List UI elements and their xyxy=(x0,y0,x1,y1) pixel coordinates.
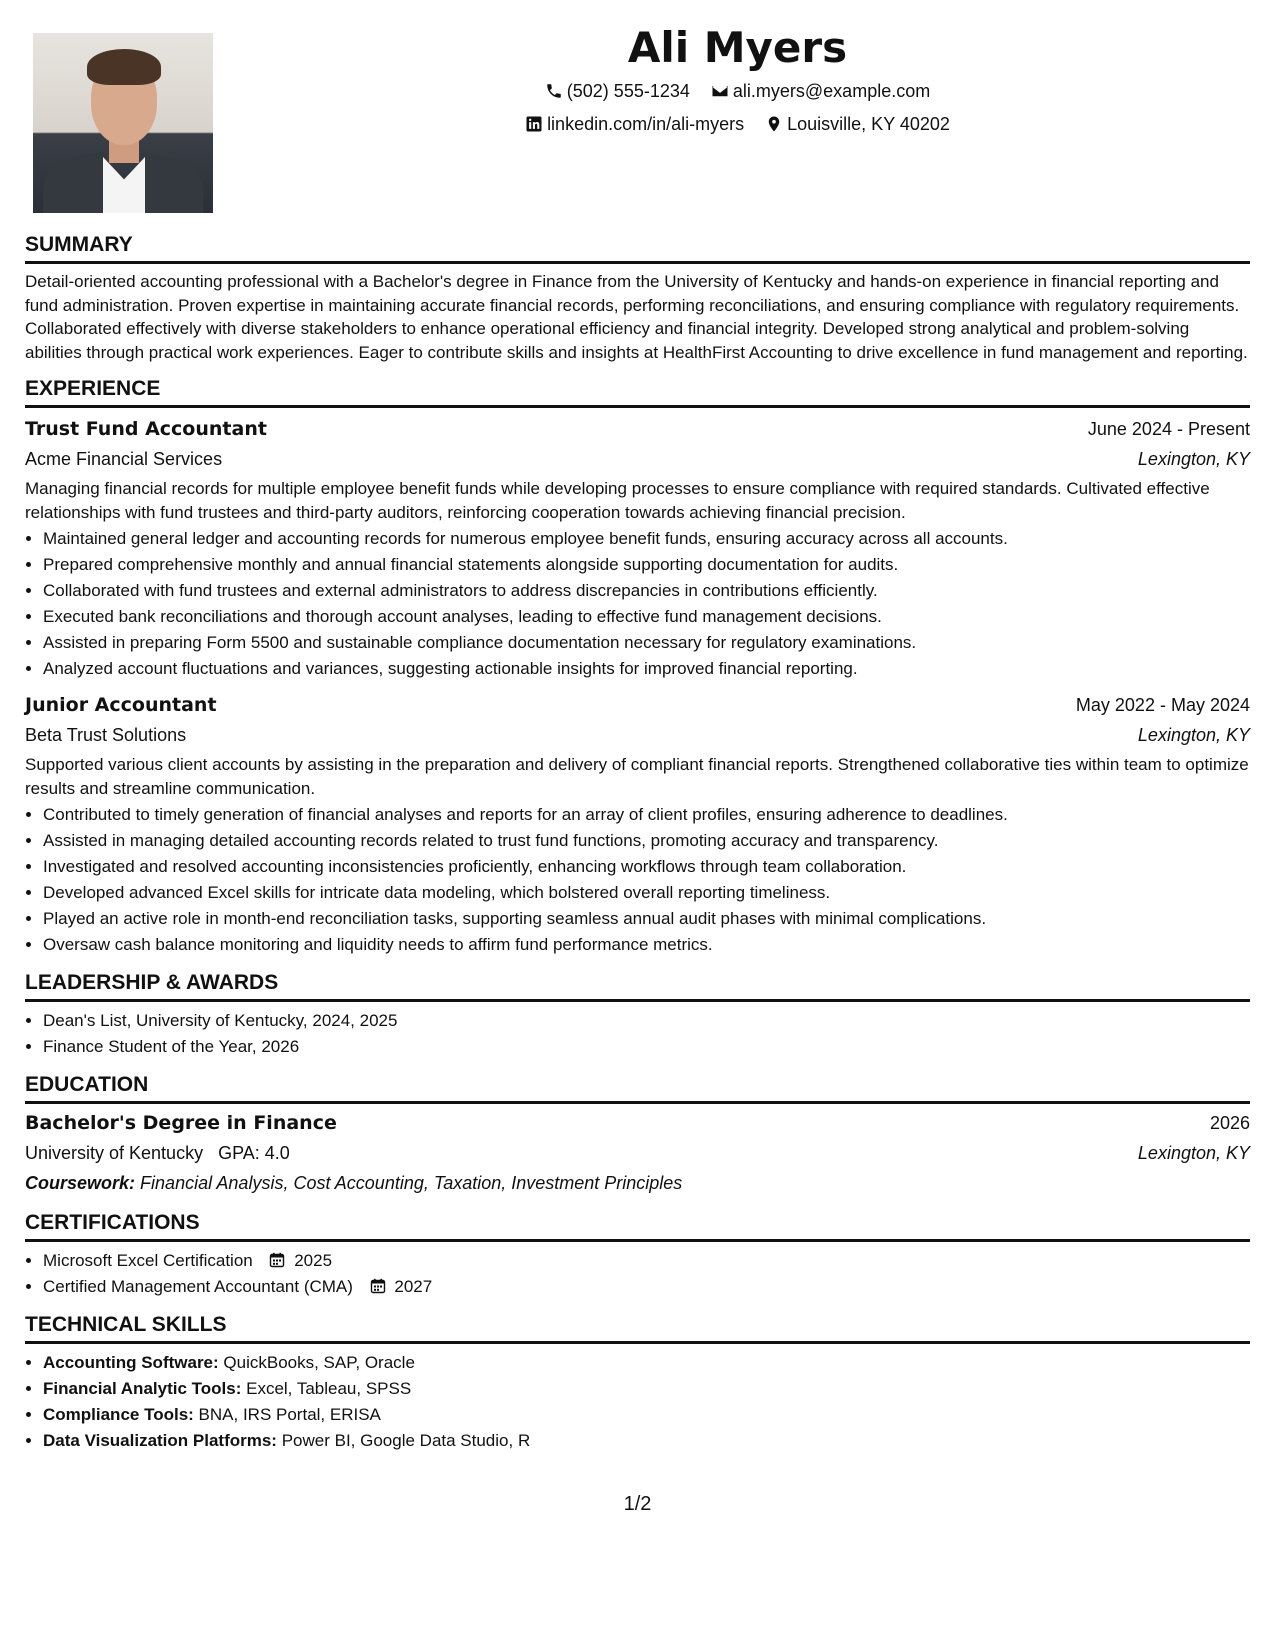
bullet-item: • Prepared comprehensive monthly and annual financial statements alongside supporting documentation for audits. xyxy=(43,552,1250,578)
certification-name: Microsoft Excel Certification xyxy=(43,1251,253,1270)
candidate-name: Ali Myers xyxy=(627,23,848,72)
education-title: EDUCATION xyxy=(25,1072,1250,1104)
page-number: 1/2 xyxy=(623,1493,652,1515)
bullet-item: • Maintained general ledger and accounting records for numerous employee benefit funds, ensuring accuracy across all accounts. xyxy=(43,526,1250,552)
skill-label: Data Visualization Platforms: xyxy=(43,1431,277,1450)
certifications-list xyxy=(25,1248,1250,1300)
education-section xyxy=(25,1072,1250,1198)
contact-line-1 xyxy=(230,76,1245,109)
bullet-item: • Contributed to timely generation of financial analyses and reports for an array of client profiles, ensuring adherence to deadlines. xyxy=(43,802,1250,828)
job-description: Supported various client accounts by assisting in the preparation and delivery of compliant financial reports. Strengthened collaborative ties within team to optimize results and streamline communication. xyxy=(25,755,1249,798)
certifications-title: CERTIFICATIONS xyxy=(25,1210,1250,1242)
calendar-icon xyxy=(269,1252,285,1268)
photo-shirt xyxy=(103,157,145,213)
skills-section xyxy=(25,1312,1250,1454)
coursework-text: Financial Analysis, Cost Accounting, Taxation, Investment Principles xyxy=(140,1173,683,1193)
resume-header xyxy=(230,20,1245,142)
bullet-item: • Assisted in managing detailed accounting records related to trust fund functions, promoting accuracy and transparency. xyxy=(43,828,1250,854)
job-date: May 2022 - May 2024 xyxy=(1075,695,1250,715)
gpa: GPA: 4.0 xyxy=(218,1143,290,1163)
calendar-icon xyxy=(370,1278,386,1294)
school-line xyxy=(25,1138,290,1168)
leadership-list xyxy=(25,1008,1250,1060)
location-text: Louisville, KY 40202 xyxy=(787,114,950,134)
certification-year: 2027 xyxy=(394,1277,433,1296)
location-contact xyxy=(765,109,950,139)
degree-name: Bachelor's Degree in Finance xyxy=(25,1112,337,1134)
skill-item xyxy=(43,1350,1250,1376)
job-entry xyxy=(25,690,1250,958)
job-location: Lexington, KY xyxy=(1137,725,1250,745)
skill-label: Accounting Software: xyxy=(43,1353,219,1372)
experience-title: EXPERIENCE xyxy=(25,376,1250,408)
phone-icon xyxy=(545,82,563,100)
award-item: • Dean's List, University of Kentucky, 2024, 2025 xyxy=(43,1008,1250,1034)
profile-photo xyxy=(33,33,213,213)
bullet-item: • Analyzed account fluctuations and variances, suggesting actionable insights for improved financial reporting. xyxy=(43,656,1250,682)
school-location: Lexington, KY xyxy=(1137,1143,1250,1163)
skills-title: TECHNICAL SKILLS xyxy=(25,1312,1250,1344)
contact-line-2 xyxy=(230,109,1245,142)
linkedin-contact[interactable] xyxy=(525,109,744,139)
certification-item xyxy=(43,1274,1250,1300)
coursework-label: Coursework: xyxy=(25,1173,136,1193)
summary-text: Detail-oriented accounting professional with a Bachelor's degree in Finance from the University of Kentucky and hands-on experience in financial reporting and fund administration. Proven expertise in maintaining accurate financial records, performing reconciliations, and ensuring compliance with regulatory requirements. Collaborated effectively with diverse stakeholders to enhance operational efficiency and financial integrity. Developed strong analytical and problem-solving abilities through practical work experiences. Eager to contribute skills and insights at HealthFirst Accounting to drive excellence in fund management and reporting. xyxy=(25,272,1248,362)
skill-value: BNA, IRS Portal, ERISA xyxy=(198,1405,381,1424)
job-entry xyxy=(25,414,1250,682)
job-date: June 2024 - Present xyxy=(1087,419,1250,439)
skill-label: Compliance Tools: xyxy=(43,1405,194,1424)
certification-name: Certified Management Accountant (CMA) xyxy=(43,1277,353,1296)
job-description: Managing financial records for multiple employee benefit funds while developing processes to ensure compliance with required standards. Cultivated effective relationships with fund trustees and third-party auditors, reinforcing cooperation towards achieving financial precision. xyxy=(25,479,1210,522)
skill-item xyxy=(43,1428,1250,1454)
skills-list xyxy=(25,1350,1250,1454)
leadership-section xyxy=(25,970,1250,1060)
award-item: • Finance Student of the Year, 2026 xyxy=(43,1034,1250,1060)
bullet-item: • Investigated and resolved accounting inconsistencies proficiently, enhancing workflows through team collaboration. xyxy=(43,854,1250,880)
summary-section xyxy=(25,232,1250,364)
leadership-title: LEADERSHIP & AWARDS xyxy=(25,970,1250,1002)
bullet-item: • Developed advanced Excel skills for intricate data modeling, which bolstered overall reporting timeliness. xyxy=(43,880,1250,906)
skill-value: Power BI, Google Data Studio, R xyxy=(281,1431,531,1450)
email-text: ali.myers@example.com xyxy=(732,81,931,101)
email-contact[interactable] xyxy=(711,76,930,106)
phone-contact[interactable] xyxy=(545,76,690,106)
certifications-section xyxy=(25,1210,1250,1300)
bullet-item: • Executed bank reconciliations and thorough account analyses, leading to effective fund management decisions. xyxy=(43,604,1250,630)
job-bullets xyxy=(25,802,1250,958)
skill-item xyxy=(43,1402,1250,1428)
summary-title: SUMMARY xyxy=(25,232,1250,264)
experience-section xyxy=(25,376,1250,958)
linkedin-text: linkedin.com/in/ali-myers xyxy=(547,114,745,134)
school-name: University of Kentucky xyxy=(25,1143,204,1163)
phone-text: (502) 555-1234 xyxy=(566,81,690,101)
skill-value: Excel, Tableau, SPSS xyxy=(246,1379,412,1398)
map-pin-icon xyxy=(765,115,783,133)
resume-body xyxy=(25,232,1250,1466)
linkedin-icon xyxy=(525,115,543,133)
bullet-item: • Played an active role in month-end reconciliation tasks, supporting seamless annual audit phases with minimal complications. xyxy=(43,906,1250,932)
certification-item xyxy=(43,1248,1250,1274)
company-name: Acme Financial Services xyxy=(25,449,223,469)
photo-hair xyxy=(87,49,161,85)
envelope-icon xyxy=(711,82,729,100)
bullet-item: • Collaborated with fund trustees and external administrators to address discrepancies in contributions efficiently. xyxy=(43,578,1250,604)
bullet-item: • Assisted in preparing Form 5500 and sustainable compliance documentation necessary for regulatory examinations. xyxy=(43,630,1250,656)
coursework-line xyxy=(25,1168,1250,1198)
job-title: Junior Accountant xyxy=(25,694,217,716)
skill-item xyxy=(43,1376,1250,1402)
job-title: Trust Fund Accountant xyxy=(25,418,267,440)
certification-year: 2025 xyxy=(294,1251,333,1270)
skill-value: QuickBooks, SAP, Oracle xyxy=(223,1353,415,1372)
job-location: Lexington, KY xyxy=(1137,449,1250,469)
graduation-year: 2026 xyxy=(1209,1113,1250,1133)
bullet-item: • Oversaw cash balance monitoring and liquidity needs to affirm fund performance metrics. xyxy=(43,932,1250,958)
company-name: Beta Trust Solutions xyxy=(25,725,187,745)
job-bullets xyxy=(25,526,1250,682)
skill-label: Financial Analytic Tools: xyxy=(43,1379,242,1398)
